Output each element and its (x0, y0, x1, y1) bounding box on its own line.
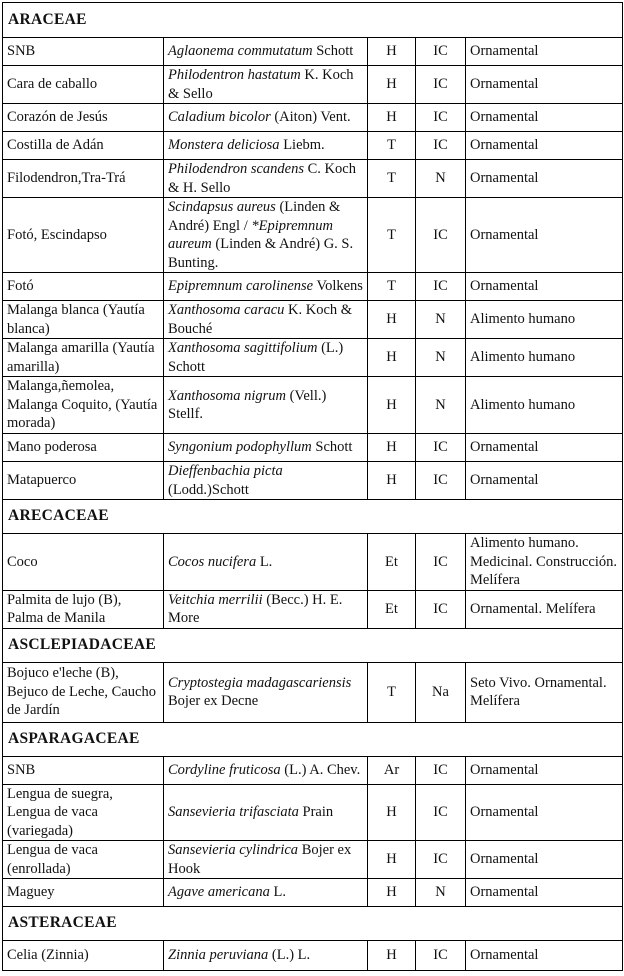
common-name-cell: Lengua de vaca (enrollada) (3, 841, 164, 879)
common-name-cell: Palmita de lujo (B), Palma de Manila (3, 590, 164, 628)
scientific-name-cell (164, 590, 368, 628)
origin-cell: IC (416, 462, 466, 500)
family-name: ASCLEPIADACEAE (3, 628, 623, 662)
status-cell: H (368, 339, 416, 377)
species-author: Liebm. (279, 137, 325, 154)
use-cell: Ornamental (466, 198, 623, 273)
species-name: Xanthosoma sagittifolium (168, 340, 318, 356)
common-name-cell: Costilla de Adán (3, 132, 164, 160)
origin-cell: N (416, 160, 466, 198)
table-row (3, 879, 623, 907)
origin-cell: N (416, 377, 466, 434)
table-row (3, 160, 623, 198)
table-row (3, 273, 623, 301)
species-author: K. Koch & Bouché (168, 302, 353, 337)
use-cell: Ornamental (466, 941, 623, 971)
table-row (3, 841, 623, 879)
origin-cell: IC (416, 132, 466, 160)
scientific-name-cell (164, 534, 368, 591)
table-row (3, 66, 623, 104)
species-author: Volkens (313, 278, 363, 295)
table-row (3, 198, 623, 273)
status-cell: H (368, 841, 416, 879)
use-cell: Ornamental (466, 66, 623, 104)
species-author: (Becc.) H. E. More (168, 591, 343, 626)
use-cell: Alimento humano (466, 339, 623, 377)
common-name-cell: Malanga,ñemolea, Malanga Coquito, (Yautía morada) (3, 377, 164, 434)
table-row (3, 434, 623, 462)
use-cell: Ornamental (466, 160, 623, 198)
species-name: Monstera deliciosa (168, 137, 280, 154)
table-row (3, 301, 623, 339)
table-row (3, 462, 623, 500)
species-name: Syngonium podophyllum (168, 439, 312, 456)
species-author: C. Koch & H. Sello (168, 161, 356, 196)
scientific-name-cell (164, 104, 368, 132)
scientific-name-cell (164, 462, 368, 500)
use-cell: Ornamental (466, 462, 623, 500)
scientific-name-cell (164, 132, 368, 160)
scientific-name-cell (164, 66, 368, 104)
species-name: Agave americana (168, 884, 270, 901)
use-cell: Ornamental (466, 434, 623, 462)
species-table (2, 2, 623, 971)
table-row (3, 784, 623, 841)
species-name: Zinnia peruviana (168, 947, 269, 964)
species-name: Caladium bicolor (168, 109, 271, 126)
species-name: Cordyline fruticosa (168, 761, 281, 778)
species-name: *Epipremnum aureum (168, 217, 333, 252)
species-author: Bojer ex Hook (168, 842, 352, 877)
common-name-cell: SNB (3, 38, 164, 66)
common-name-cell: Cara de caballo (3, 66, 164, 104)
common-name-cell: Corazón de Jesús (3, 104, 164, 132)
common-name-cell: Fotó (3, 273, 164, 301)
origin-cell: IC (416, 198, 466, 273)
status-cell: T (368, 160, 416, 198)
status-cell: H (368, 784, 416, 841)
family-header-row (3, 628, 623, 662)
family-header-row (3, 722, 623, 756)
origin-cell: N (416, 339, 466, 377)
species-author: (Linden & André) G. S. Bunting. (168, 236, 354, 271)
status-cell: H (368, 941, 416, 971)
common-name-cell: Celia (Zinnia) (3, 941, 164, 971)
common-name-cell: Filodendron,Tra-Trá (3, 160, 164, 198)
scientific-name-cell (164, 879, 368, 907)
family-header-row (3, 907, 623, 941)
status-cell: T (368, 273, 416, 301)
species-name: Xanthosoma caracu (168, 302, 285, 318)
species-name: Cocos nucifera (168, 553, 257, 570)
scientific-name-cell (164, 662, 368, 722)
status-cell: H (368, 434, 416, 462)
origin-cell: IC (416, 590, 466, 628)
common-name-cell: Lengua de suegra, Lengua de vaca (variegada) (3, 784, 164, 841)
status-cell: T (368, 132, 416, 160)
common-name-cell: Matapuerco (3, 462, 164, 500)
status-cell: T (368, 198, 416, 273)
common-name-cell: Maguey (3, 879, 164, 907)
use-cell: Ornamental (466, 841, 623, 879)
species-author: (Lodd.)Schott (168, 481, 249, 498)
table-row (3, 377, 623, 434)
species-author: Schott (311, 439, 353, 456)
family-name: ARACEAE (3, 3, 623, 38)
origin-cell: IC (416, 941, 466, 971)
origin-cell: IC (416, 38, 466, 66)
status-cell: Ar (368, 756, 416, 784)
family-name: ASPARAGACEAE (3, 722, 623, 756)
common-name-cell: Coco (3, 534, 164, 591)
status-cell: H (368, 301, 416, 339)
table-row (3, 104, 623, 132)
origin-cell: Na (416, 662, 466, 722)
species-author: Bojer ex Decne (168, 693, 259, 709)
scientific-name-cell (164, 339, 368, 377)
species-author: (L.) L. (268, 947, 311, 964)
species-name: Xanthosoma nigrum (168, 387, 287, 404)
scientific-name-cell (164, 756, 368, 784)
common-name-cell: Malanga blanca (Yautía blanca) (3, 301, 164, 339)
status-cell: H (368, 104, 416, 132)
origin-cell: N (416, 301, 466, 339)
status-cell: Et (368, 590, 416, 628)
origin-cell: IC (416, 841, 466, 879)
species-author: (L.) A. Chev. (280, 761, 361, 778)
origin-cell: N (416, 879, 466, 907)
common-name-cell: SNB (3, 756, 164, 784)
scientific-name-cell (164, 784, 368, 841)
family-name: ARECACEAE (3, 500, 623, 534)
species-name: Cryptostegia madagascariensis (168, 674, 352, 691)
table-row (3, 590, 623, 628)
species-name: Sansevieria trifasciata (168, 804, 299, 820)
species-name: Aglaonema commutatum (168, 43, 313, 60)
scientific-name-cell (164, 377, 368, 434)
species-name: Dieffenbachia picta (168, 463, 283, 479)
use-cell: Ornamental (466, 756, 623, 784)
species-author: K. Koch & Sello (168, 67, 354, 102)
scientific-name-cell (164, 434, 368, 462)
status-cell: H (368, 879, 416, 907)
common-name-cell: Malanga amarilla (Yautía amarilla) (3, 339, 164, 377)
origin-cell: IC (416, 273, 466, 301)
table-row (3, 339, 623, 377)
origin-cell: IC (416, 434, 466, 462)
status-cell: Et (368, 534, 416, 591)
species-table-body (3, 3, 623, 971)
scientific-name-cell (164, 273, 368, 301)
species-name: Philodendron scandens (168, 161, 304, 177)
table-row (3, 534, 623, 591)
origin-cell: IC (416, 534, 466, 591)
species-author: (Aiton) Vent. (270, 109, 351, 126)
family-header-row (3, 500, 623, 534)
use-cell: Ornamental (466, 273, 623, 301)
species-name: Veitchia merrilii (168, 591, 263, 608)
table-row (3, 662, 623, 722)
species-author: Prain (298, 804, 334, 820)
scientific-name-cell (164, 38, 368, 66)
common-name-cell: Mano poderosa (3, 434, 164, 462)
species-name: Philodentron hastatum (168, 67, 301, 83)
use-cell: Ornamental (466, 879, 623, 907)
origin-cell: IC (416, 784, 466, 841)
scientific-name-cell (164, 160, 368, 198)
table-row (3, 38, 623, 66)
status-cell: T (368, 662, 416, 722)
table-row (3, 756, 623, 784)
table-row (3, 132, 623, 160)
use-cell: Ornamental (466, 132, 623, 160)
species-author: L. (256, 553, 273, 570)
common-name-cell: Bojuco e'leche (B), Bejuco de Leche, Caucho de Jardín (3, 662, 164, 722)
family-name: ASTERACEAE (3, 907, 623, 941)
family-header-row (3, 3, 623, 38)
scientific-name-cell (164, 941, 368, 971)
species-author: Schott (312, 43, 354, 60)
use-cell: Ornamental (466, 784, 623, 841)
species-author: (Vell.) Stellf. (168, 387, 327, 422)
species-author: (Linden & André) Engl / (168, 199, 341, 234)
use-cell: Alimento humano (466, 377, 623, 434)
origin-cell: IC (416, 104, 466, 132)
species-name: Sansevieria cylindrica (168, 842, 299, 858)
scientific-name-cell (164, 301, 368, 339)
use-cell: Ornamental (466, 38, 623, 66)
use-cell: Alimento humano (466, 301, 623, 339)
use-cell: Alimento humano. Medicinal. Construcción. Melífera (466, 534, 623, 591)
species-author: L. (269, 884, 286, 901)
status-cell: H (368, 377, 416, 434)
status-cell: H (368, 66, 416, 104)
use-cell: Ornamental (466, 104, 623, 132)
use-cell: Ornamental. Melífera (466, 590, 623, 628)
origin-cell: IC (416, 66, 466, 104)
status-cell: H (368, 38, 416, 66)
table-row (3, 941, 623, 971)
species-name: Epipremnum carolinense (168, 278, 314, 295)
status-cell: H (368, 462, 416, 500)
origin-cell: IC (416, 756, 466, 784)
species-author: (L.) Schott (168, 340, 344, 375)
scientific-name-cell (164, 841, 368, 879)
scientific-name-cell (164, 198, 368, 273)
species-name: Scindapsus aureus (168, 199, 276, 215)
use-cell: Seto Vivo. Ornamental. Melífera (466, 662, 623, 722)
common-name-cell: Fotó, Escindapso (3, 198, 164, 273)
